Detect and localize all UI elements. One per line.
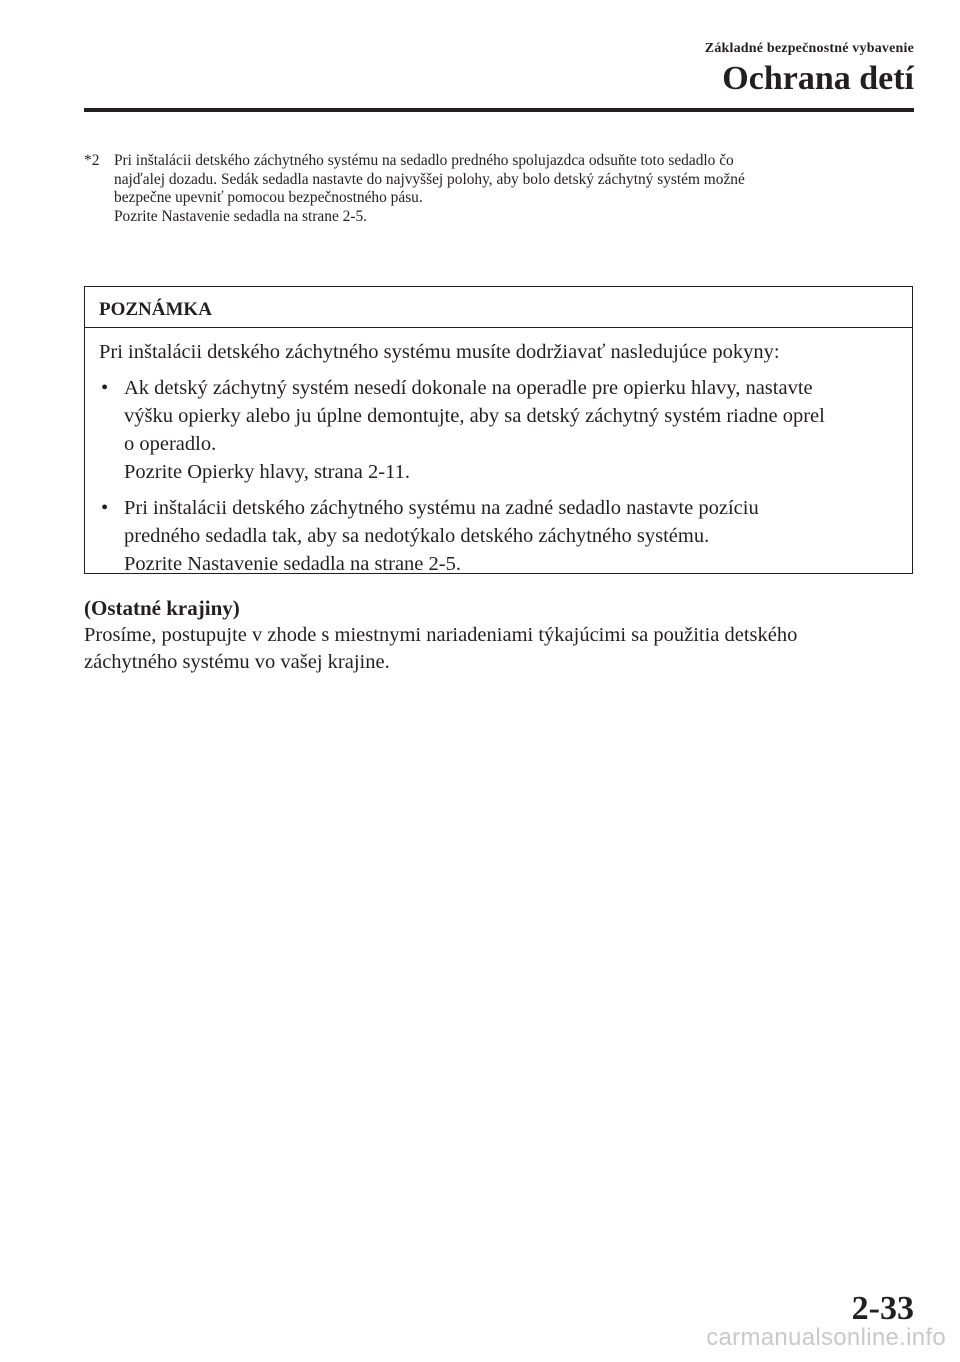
watermark: carmanualsonline.info [706, 1324, 946, 1351]
note-item-line: Pozrite Opierky hlavy, strana 2-11. [124, 461, 410, 483]
footnote-body [84, 152, 884, 226]
note-item [99, 494, 912, 578]
note-item-line: výšku opierky alebo ju úplne demontujte, aby sa detský záchytný systém riadne oprel [124, 405, 825, 427]
note-item-line: Ak detský záchytný systém nesedí dokonale na operadle pre opierku hlavy, nastavte [124, 377, 813, 399]
page-number: 2-33 [851, 1290, 914, 1327]
footnote-line: bezpečne upevniť pomocou bezpečnostného pásu. [114, 189, 423, 206]
section-label: Základné bezpečnostné vybavenie [704, 41, 914, 56]
others-line: záchytného systému vo vašej krajine. [84, 651, 390, 673]
note-title: POZNÁMKA [85, 287, 912, 328]
footnote [84, 152, 884, 226]
others-line: Prosíme, postupujte v zhode s miestnymi nariadeniami týkajúcimi sa použitia detského [84, 624, 798, 646]
bullet-icon: • [101, 497, 109, 519]
note-body [85, 328, 912, 578]
bullet-icon: • [101, 377, 109, 399]
footnote-line: Pri inštalácii detského záchytného systému na sedadlo predného spolujazdca odsuňte toto sedadlo čo [114, 152, 734, 169]
others-section [84, 595, 914, 676]
page-title: Ochrana detí [722, 60, 914, 97]
footnote-line: Pozrite Nastavenie sedadla na strane 2-5. [114, 207, 367, 225]
others-text [84, 622, 914, 676]
note-item-line: o operadlo. [124, 433, 217, 455]
note-item-line: predného sedadla tak, aby sa nedotýkalo detského záchytného systému. [124, 525, 710, 547]
footnote-line: najďalej dozadu. Sedák sedadla nastavte do najvyššej polohy, aby bolo detský záchytný systém možné [114, 170, 745, 188]
note-item-line: Pozrite Nastavenie sedadla na strane 2-5. [124, 553, 461, 575]
others-heading: (Ostatné krajiny) [84, 596, 240, 620]
note-intro: Pri inštalácii detského záchytného systému musíte dodržiavať nasledujúce pokyny: [99, 341, 780, 363]
footnote-mark: *2 [84, 152, 100, 169]
note-item [99, 374, 912, 486]
note-item-line: Pri inštalácii detského záchytného systému na zadné sedadlo nastavte pozíciu [124, 497, 759, 519]
header-rule [84, 108, 914, 112]
note-box [84, 286, 913, 574]
